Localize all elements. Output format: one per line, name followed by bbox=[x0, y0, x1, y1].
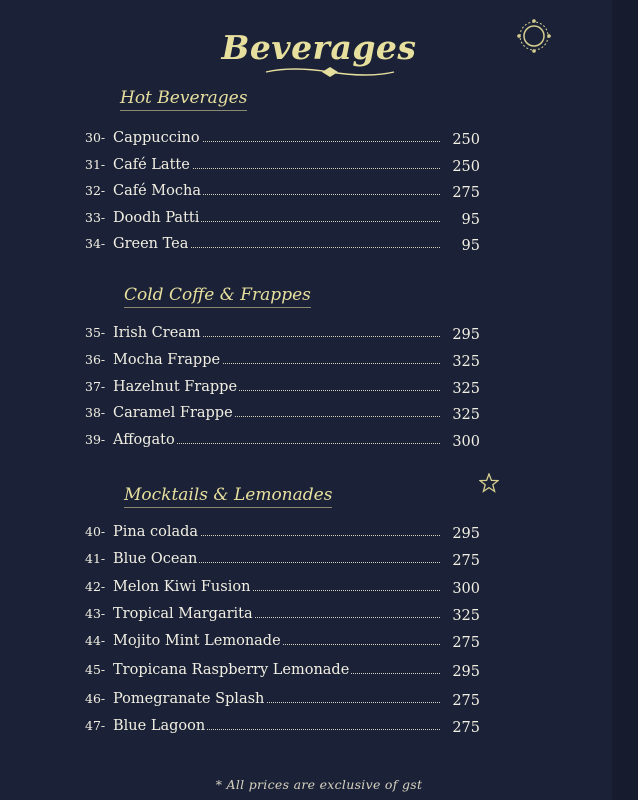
item-price: 275 bbox=[452, 635, 480, 651]
menu-item bbox=[85, 549, 480, 569]
item-name: Cappuccino bbox=[113, 130, 200, 146]
section-title-cold-coffee: Cold Coffe & Frappes bbox=[124, 285, 311, 308]
item-price: 325 bbox=[452, 407, 480, 423]
item-name: Café Latte bbox=[113, 157, 190, 173]
item-number: 42- bbox=[85, 579, 106, 594]
item-number: 31- bbox=[85, 157, 106, 172]
item-number: 36- bbox=[85, 352, 106, 367]
item-name: Caramel Frappe bbox=[113, 405, 233, 421]
item-price: 275 bbox=[452, 185, 480, 201]
menu-item bbox=[85, 660, 480, 680]
item-price: 250 bbox=[452, 132, 480, 148]
page-edge bbox=[612, 0, 638, 800]
item-price: 275 bbox=[452, 553, 480, 569]
item-number: 44- bbox=[85, 633, 106, 648]
menu-item bbox=[85, 234, 480, 254]
menu-item bbox=[85, 155, 480, 175]
menu-item bbox=[85, 522, 480, 542]
star-icon bbox=[479, 473, 499, 493]
menu-item bbox=[85, 577, 480, 597]
title-flourish-icon bbox=[262, 64, 398, 80]
menu-item bbox=[85, 128, 480, 148]
item-price: 325 bbox=[452, 381, 480, 397]
menu-item bbox=[85, 377, 480, 397]
menu-item bbox=[85, 689, 480, 709]
item-number: 47- bbox=[85, 718, 106, 733]
section-title-hot-beverages: Hot Beverages bbox=[120, 88, 247, 111]
price-footnote: * All prices are exclusive of gst bbox=[215, 777, 423, 792]
item-price: 95 bbox=[461, 212, 480, 228]
item-number: 33- bbox=[85, 210, 106, 225]
item-name: Blue Lagoon bbox=[113, 718, 206, 734]
item-number: 30- bbox=[85, 130, 106, 145]
item-number: 43- bbox=[85, 606, 106, 621]
item-price: 250 bbox=[452, 159, 480, 175]
item-name: Café Mocha bbox=[113, 183, 201, 199]
item-name: Melon Kiwi Fusion bbox=[113, 579, 251, 595]
menu-item bbox=[85, 716, 480, 736]
item-price: 295 bbox=[452, 327, 480, 343]
item-name: Mocha Frappe bbox=[113, 352, 221, 368]
item-name: Tropical Margarita bbox=[113, 606, 253, 622]
item-name: Mojito Mint Lemonade bbox=[113, 633, 281, 649]
wreath-ornament-icon bbox=[515, 17, 553, 55]
item-price: 295 bbox=[452, 664, 480, 680]
menu-item bbox=[85, 350, 480, 370]
item-number: 39- bbox=[85, 432, 106, 447]
item-number: 32- bbox=[85, 183, 106, 198]
item-name: Green Tea bbox=[113, 236, 189, 252]
item-number: 41- bbox=[85, 551, 106, 566]
item-name: Tropicana Raspberry Lemonade bbox=[113, 662, 350, 678]
item-name: Hazelnut Frappe bbox=[113, 379, 238, 395]
menu-item bbox=[85, 604, 480, 624]
item-price: 95 bbox=[461, 238, 480, 254]
item-name: Affogato bbox=[113, 432, 175, 448]
menu-item bbox=[85, 403, 480, 423]
item-number: 46- bbox=[85, 691, 106, 706]
menu-item bbox=[85, 181, 480, 201]
item-number: 34- bbox=[85, 236, 106, 251]
menu-item bbox=[85, 208, 480, 228]
page-title: Beverages bbox=[221, 28, 417, 67]
item-price: 295 bbox=[452, 526, 480, 542]
item-number: 40- bbox=[85, 524, 106, 539]
item-price: 325 bbox=[452, 608, 480, 624]
item-name: Pina colada bbox=[113, 524, 199, 540]
menu-item bbox=[85, 631, 480, 651]
section-title-mocktails: Mocktails & Lemonades bbox=[124, 485, 332, 508]
menu-item bbox=[85, 323, 480, 343]
item-number: 45- bbox=[85, 662, 106, 677]
item-name: Irish Cream bbox=[113, 325, 201, 341]
item-price: 300 bbox=[452, 434, 480, 450]
item-number: 37- bbox=[85, 379, 106, 394]
item-price: 275 bbox=[452, 720, 480, 736]
item-price: 325 bbox=[452, 354, 480, 370]
item-name: Pomegranate Splash bbox=[113, 691, 265, 707]
item-number: 35- bbox=[85, 325, 106, 340]
item-price: 300 bbox=[452, 581, 480, 597]
item-number: 38- bbox=[85, 405, 106, 420]
item-price: 275 bbox=[452, 693, 480, 709]
item-name: Blue Ocean bbox=[113, 551, 198, 567]
item-name: Doodh Patti bbox=[113, 210, 200, 226]
menu-item bbox=[85, 430, 480, 450]
